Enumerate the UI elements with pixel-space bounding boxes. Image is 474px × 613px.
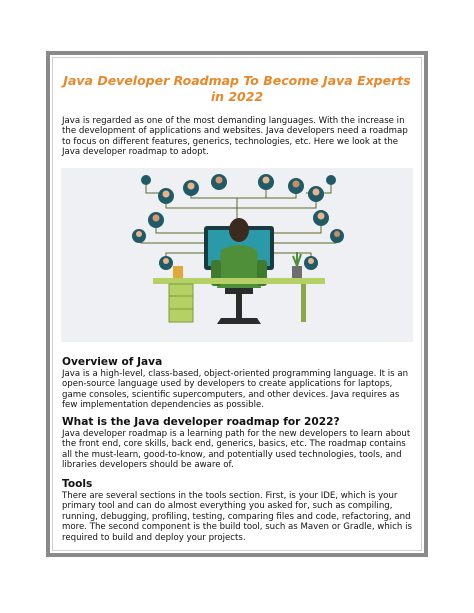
document-page xyxy=(46,51,428,557)
section-body-overview: Java is a high-level, class-based, object-oriented programming language. It is an open-source language used by developers to create applications for laptops, game consoles, scientific supercomputers, and other devices. Java requires as few implementation dependencies as possible. xyxy=(62,369,409,411)
section-heading-overview: Overview of Java xyxy=(62,356,163,368)
document-title: Java Developer Roadmap To Become Java Experts in 2022 xyxy=(63,73,411,104)
developer-head xyxy=(229,218,249,242)
section-body-roadmap: Java developer roadmap is a learning path for the new developers to learn about the front end, core skills, back end, generics, basics, etc. The roadmap contains all the must-learn, good-to-know, and potentially used technologies, tools, and libraries developers should be aware of. xyxy=(62,429,411,471)
section-body-tools: There are several sections in the tools section. First, is your IDE, which is your primary tool and can do almost everything you asked for, such as compiling, running, debugging, profiling, testing, comparing files and code, refactoring, and more. The second component is the build tool, such as Maven or Gradle, which is required to build and deploy your projects. xyxy=(62,491,412,543)
page-inner-border xyxy=(52,57,422,551)
desk-drawers xyxy=(169,284,193,322)
desk-top xyxy=(153,278,325,284)
developer-network-illustration xyxy=(61,168,413,342)
developer-illustration-icon xyxy=(61,168,413,342)
intro-paragraph: Java is regarded as one of the most demanding languages. With the increase in the development of applications and websites. Java developers need a roadmap to focus on different features, generics, technologies, etc. Here we look at the Java developer roadmap to adopt. xyxy=(62,116,408,158)
section-heading-tools: Tools xyxy=(62,478,93,490)
section-heading-roadmap: What is the Java developer roadmap for 2022? xyxy=(62,416,340,428)
